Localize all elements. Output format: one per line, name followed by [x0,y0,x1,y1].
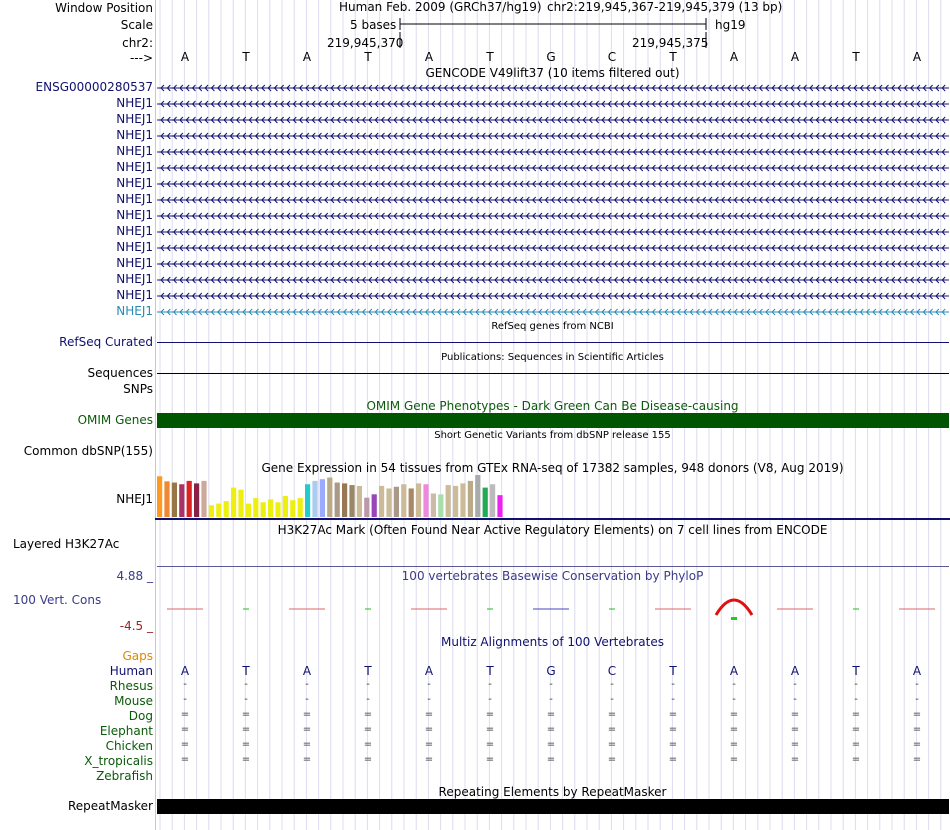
alignment-base: - [427,694,431,705]
alignment-base: T [242,664,250,678]
alignment-base: - [732,679,736,690]
gtex-tissue-bar[interactable] [194,483,199,517]
alignment-base: = [180,754,190,765]
alignment-base: = [424,754,434,765]
alignment-base: = [546,739,556,750]
alignment-base: = [668,739,678,750]
alignment-base: = [546,724,556,735]
publications-label[interactable]: Sequences [87,366,153,380]
gene-label-nhej1[interactable]: NHEJ1 [116,240,153,254]
alignment-base: - [793,679,797,690]
alignment-base: = [241,709,251,720]
gtex-tissue-bar[interactable] [187,481,192,517]
alignment-base: = [790,724,800,735]
alignment-base: = [302,724,312,735]
alignment-base: - [610,679,614,690]
coord-right: 219,945,375 [632,36,709,50]
alignment-base: = [241,754,251,765]
gtex-tissue-bar[interactable] [483,488,488,517]
gtex-tissue-bar[interactable] [409,488,414,517]
alignment-base: C [607,664,617,678]
alignment-base: = [424,739,434,750]
gaps-label: Gaps [122,649,153,663]
publications-title[interactable]: Publications: Sequences in Scientific Articles [441,352,664,363]
alignment-base: = [546,754,556,765]
alignment-base: = [302,739,312,750]
phylop-title[interactable]: 100 vertebrates Basewise Conservation by PhyloP [401,569,704,583]
sequence-base: A [302,50,312,64]
gtex-tissue-bar[interactable] [364,498,369,517]
gtex-tissue-bar[interactable] [172,483,177,517]
repeatmasker-label[interactable]: RepeatMasker [67,799,153,813]
gene-label-nhej1[interactable]: NHEJ1 [116,256,153,270]
gtex-tissue-bar[interactable] [157,476,162,517]
gtex-tissue-bar[interactable] [372,494,377,517]
gtex-tissue-bar[interactable] [275,502,280,517]
sequence-base: T [669,50,677,64]
transcript-line[interactable] [157,305,949,321]
gene-label-ensg[interactable]: ENSG00000280537 [35,80,153,94]
repeatmasker-bar[interactable] [157,799,949,814]
scale-bar [398,17,710,31]
position-text: chr2:219,945,367-219,945,379 (13 bp) [547,0,783,14]
gene-label-nhej1[interactable]: NHEJ1 [116,288,153,302]
alignment-base: - [183,694,187,705]
alignment-base: = [180,739,190,750]
alignment-base: - [915,694,919,705]
alignment-base: = [241,739,251,750]
alignment-base: = [851,739,861,750]
gene-label-nhej1[interactable]: NHEJ1 [116,128,153,142]
alignment-base: = [485,739,495,750]
species-label[interactable]: Zebrafish [96,769,153,783]
transcript-line[interactable] [157,97,949,113]
species-label[interactable]: Human [109,664,153,678]
alignment-base: = [729,739,739,750]
phylop-graph[interactable] [155,585,950,630]
gtex-tissue-bar[interactable] [490,484,495,517]
alignment-base: A [302,664,312,678]
coord-left-tick [398,32,402,48]
chr-label: chr2: [122,36,153,50]
gtex-tissue-bar[interactable] [335,483,340,517]
gtex-tissue-bar[interactable] [327,478,332,517]
alignment-base: = [729,709,739,720]
gtex-tissue-bar[interactable] [238,490,243,517]
sequence-base: G [546,50,556,64]
gtex-tissue-bar[interactable] [164,481,169,517]
coord-left: 219,945,370 [327,36,404,50]
gene-label-nhej1[interactable]: NHEJ1 [116,176,153,190]
gtex-tissue-bar[interactable] [401,484,406,517]
alignment-base: = [668,724,678,735]
gtex-tissue-bar[interactable] [261,502,266,517]
multiz-title[interactable]: Multiz Alignments of 100 Vertebrates [440,635,665,649]
refseq-line[interactable] [157,342,949,343]
coord-right-tick [704,32,708,48]
gene-label-nhej1[interactable]: NHEJ1 [116,208,153,222]
h3k27ac-title[interactable]: H3K27Ac Mark (Often Found Near Active Regulatory Elements) on 7 cell lines from ENCODE [277,523,828,537]
alignment-base: - [915,679,919,690]
gtex-tissue-bar[interactable] [320,479,325,517]
sequence-base: T [486,50,494,64]
dbsnp-label[interactable]: Common dbSNP(155) [23,444,153,458]
transcript-line[interactable] [157,145,949,161]
phylop-peak[interactable] [716,600,752,615]
gtex-tissue-bar[interactable] [497,495,502,517]
phylop-max: 4.88 _ [116,569,153,583]
gtex-tissue-bar[interactable] [201,481,206,517]
alignment-base: = [241,724,251,735]
alignment-base: - [366,694,370,705]
alignment-base: = [912,724,922,735]
gtex-tissue-bar[interactable] [446,485,451,517]
alignment-base: = [363,724,373,735]
alignment-base: = [424,724,434,735]
alignment-base: = [851,709,861,720]
gtex-tissue-bar[interactable] [342,483,347,517]
transcript-line[interactable] [157,81,949,97]
species-label[interactable]: Rhesus [109,679,153,693]
transcript-line[interactable] [157,177,949,193]
alignment-base: = [546,709,556,720]
omim-label[interactable]: OMIM Genes [77,413,153,427]
alignment-base: - [671,679,675,690]
window-position-label: Window Position [55,1,153,15]
gtex-tissue-bar[interactable] [394,487,399,517]
gtex-tissue-bar[interactable] [290,500,295,517]
phylop-min: -4.5 _ [119,619,153,633]
alignment-base: = [912,709,922,720]
sequence-base: T [852,50,860,64]
sequence-base: A [424,50,434,64]
alignment-base: T [364,664,372,678]
alignment-base: = [851,754,861,765]
alignment-base: = [729,724,739,735]
gtex-tissue-bar[interactable] [453,486,458,517]
gtex-tissue-bar[interactable] [268,499,273,517]
phylop-label[interactable]: 100 Vert. Cons [13,593,102,607]
alignment-base: = [668,709,678,720]
transcript-line[interactable] [157,209,949,225]
transcript-line[interactable] [157,289,949,305]
alignment-base: = [607,754,617,765]
sequence-base: T [242,50,250,64]
alignment-base: - [366,679,370,690]
alignment-base: = [363,709,373,720]
dbsnp-title[interactable]: Short Genetic Variants from dbSNP release 155 [434,430,671,441]
alignment-base: = [485,724,495,735]
alignment-base: = [790,709,800,720]
alignment-base: - [427,679,431,690]
alignment-base: = [363,739,373,750]
sequence-base: C [607,50,617,64]
alignment-base: = [729,754,739,765]
gtex-tissue-bar[interactable] [224,501,229,517]
gtex-tissue-bar[interactable] [305,484,310,517]
alignment-base: = [912,754,922,765]
alignment-base: = [485,754,495,765]
sequence-base: A [180,50,190,64]
gtex-title[interactable]: Gene Expression in 54 tissues from GTEx RNA-seq of 17382 samples, 948 donors (V8, Aug 2019) [261,461,844,475]
assembly-text: Human Feb. 2009 (GRCh37/hg19) [339,0,542,14]
gtex-tissue-bar[interactable] [231,488,236,517]
transcript-line[interactable] [157,273,949,289]
alignment-base: = [851,724,861,735]
refseq-label[interactable]: RefSeq Curated [59,335,153,349]
species-label[interactable]: X_tropicalis [84,754,153,768]
alignment-base: - [549,694,553,705]
gtex-tissue-bar[interactable] [179,484,184,517]
gene-label-nhej1[interactable]: NHEJ1 [116,96,153,110]
db-text: hg19 [715,18,746,32]
omim-bar[interactable] [157,413,949,428]
gene-label-nhej1[interactable]: NHEJ1 [116,144,153,158]
transcript-line[interactable] [157,113,949,129]
alignment-base: = [790,754,800,765]
alignment-base: = [302,754,312,765]
gtex-gene-label[interactable]: NHEJ1 [116,492,153,506]
gtex-tissue-bar[interactable] [357,486,362,517]
alignment-base: = [790,739,800,750]
species-label[interactable]: Elephant [99,724,153,738]
gtex-tissue-bar[interactable] [283,496,288,517]
transcript-line[interactable] [157,257,949,273]
gene-label-nhej1[interactable]: NHEJ1 [116,224,153,238]
alignment-base: = [180,724,190,735]
alignment-base: - [732,694,736,705]
alignment-base: = [180,709,190,720]
omim-title[interactable]: OMIM Gene Phenotypes - Dark Green Can Be Disease-causing [366,399,739,413]
gtex-tissue-bar[interactable] [416,483,421,517]
gtex-tissue-bar[interactable] [460,483,465,517]
alignment-base: - [244,694,248,705]
gtex-tissue-bar[interactable] [246,504,251,517]
alignment-base: T [852,664,860,678]
transcript-line[interactable] [157,241,949,257]
transcript-line[interactable] [157,225,949,241]
alignment-base: = [363,754,373,765]
alignment-base: - [854,694,858,705]
alignment-base: A [180,664,190,678]
repeatmasker-title[interactable]: Repeating Elements by RepeatMasker [438,785,667,799]
scale-text: 5 bases [350,18,397,32]
alignment-base: - [305,679,309,690]
species-label[interactable]: Mouse [114,694,153,708]
gtex-tissue-bar[interactable] [423,484,428,517]
transcript-line[interactable] [157,193,949,209]
alignment-base: = [912,739,922,750]
snps-label[interactable]: SNPs [123,382,153,396]
alignment-base: - [488,694,492,705]
alignment-base: - [854,679,858,690]
alignment-base: A [912,664,922,678]
gtex-bar-graph[interactable] [155,475,950,521]
sequence-base: A [729,50,739,64]
alignment-base: - [610,694,614,705]
sequence-base: T [364,50,372,64]
alignment-base: = [668,754,678,765]
alignment-base: = [607,739,617,750]
alignment-base: T [486,664,494,678]
gtex-tissue-bar[interactable] [298,498,303,517]
scale-label: Scale [120,18,153,32]
gtex-tissue-bar[interactable] [431,493,436,517]
sequence-base: A [912,50,922,64]
species-label[interactable]: Dog [128,709,153,723]
transcript-line[interactable] [157,129,949,145]
h3k27ac-label[interactable]: Layered H3K27Ac [13,537,120,551]
sequence-base: A [790,50,800,64]
gencode-title[interactable]: GENCODE V49lift37 (10 items filtered out) [425,66,680,80]
gtex-tissue-bar[interactable] [468,481,473,517]
gtex-tissue-bar[interactable] [379,486,384,517]
alignment-base: - [183,679,187,690]
h3k27ac-baseline [157,566,949,567]
gtex-tissue-bar[interactable] [312,481,317,517]
gene-label-nhej1[interactable]: NHEJ1 [116,304,153,318]
alignment-base: A [729,664,739,678]
refseq-title[interactable]: RefSeq genes from NCBI [491,321,614,332]
alignment-base: = [302,709,312,720]
alignment-base: = [607,724,617,735]
alignment-base: G [546,664,556,678]
gene-label-nhej1[interactable]: NHEJ1 [116,272,153,286]
gene-label-nhej1[interactable]: NHEJ1 [116,192,153,206]
alignment-base: - [305,694,309,705]
gtex-tissue-bar[interactable] [253,498,258,517]
alignment-base: - [488,679,492,690]
alignment-base: T [669,664,677,678]
transcript-line[interactable] [157,161,949,177]
alignment-base: A [424,664,434,678]
gene-label-nhej1[interactable]: NHEJ1 [116,160,153,174]
gtex-tissue-bar[interactable] [438,494,443,517]
alignment-base: = [607,709,617,720]
species-label[interactable]: Chicken [105,739,153,753]
gtex-tissue-bar[interactable] [349,485,354,517]
alignment-base: - [549,679,553,690]
gtex-tissue-bar[interactable] [386,488,391,517]
alignment-base: - [244,679,248,690]
strand-arrow-label: ---> [129,51,153,65]
alignment-base: = [485,709,495,720]
publications-line[interactable] [157,373,949,374]
gene-label-nhej1[interactable]: NHEJ1 [116,112,153,126]
gtex-tissue-bar[interactable] [209,505,214,517]
gtex-tissue-bar[interactable] [216,504,221,517]
phylop-mark [731,617,737,620]
alignment-base: A [790,664,800,678]
alignment-base: - [793,694,797,705]
alignment-base: - [671,694,675,705]
gtex-tissue-bar[interactable] [475,475,480,517]
alignment-base: = [424,709,434,720]
